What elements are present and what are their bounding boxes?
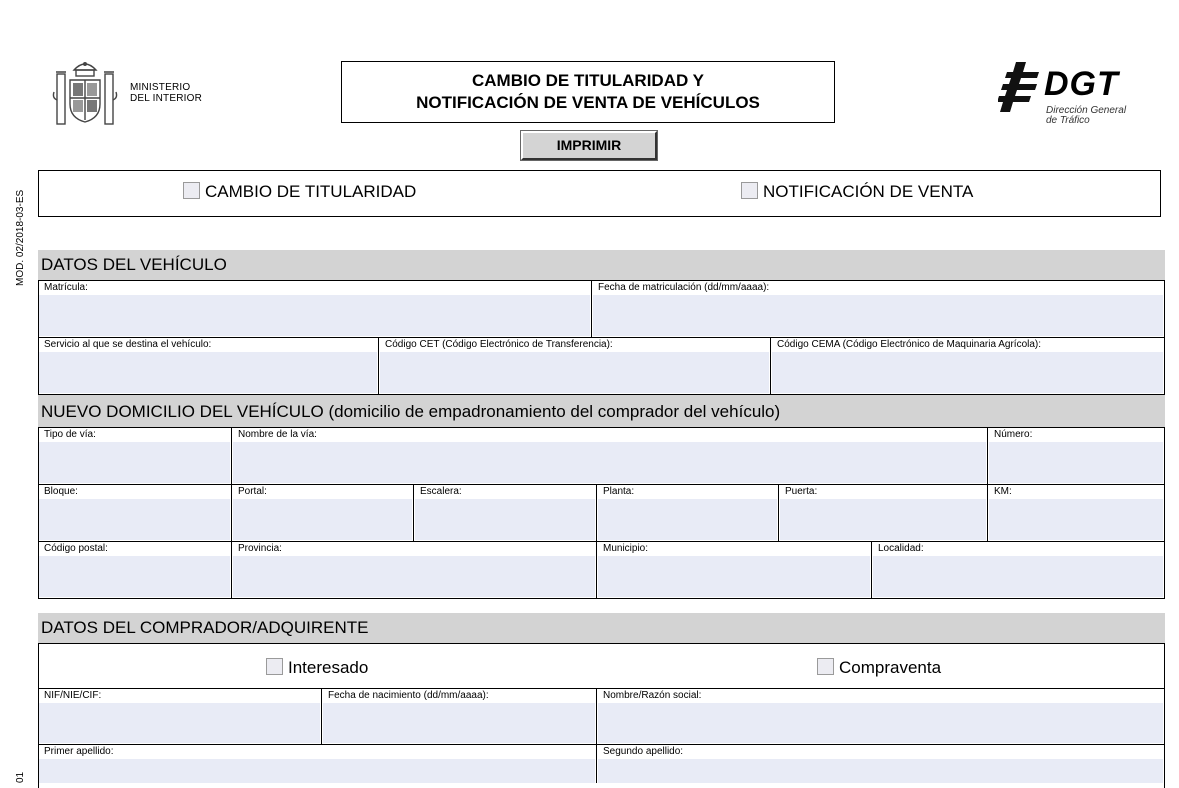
compraventa-label: Compraventa xyxy=(839,658,942,677)
nif-field xyxy=(38,689,322,745)
servicio-field xyxy=(38,338,379,395)
segundo-apellido-label: Segundo apellido: xyxy=(603,746,684,757)
puerta-label: Puerta: xyxy=(785,486,818,497)
escalera-label: Escalera: xyxy=(420,486,462,497)
ministry-line-2: DEL INTERIOR xyxy=(130,93,203,104)
option-interesado[interactable] xyxy=(266,658,368,678)
portal-label: Portal: xyxy=(238,486,267,497)
fecha-nacimiento-label: Fecha de nacimiento (dd/mm/aaaa): xyxy=(328,690,489,701)
matricula-label: Matrícula: xyxy=(44,282,88,293)
option-notificacion-venta[interactable] xyxy=(741,182,973,202)
numero-input[interactable] xyxy=(989,442,1163,483)
cet-label: Código CET (Código Electrónico de Transferencia): xyxy=(385,339,613,350)
nif-label: NIF/NIE/CIF: xyxy=(44,690,102,701)
ministry-name xyxy=(130,82,202,104)
codigo-postal-label: Código postal: xyxy=(44,543,108,554)
municipio-input[interactable] xyxy=(598,556,870,597)
dgt-logo-mark xyxy=(998,60,1048,112)
coat-of-arms-logo xyxy=(52,58,118,128)
dgt-logo-text: DGT xyxy=(1044,65,1119,103)
fecha-matriculacion-field xyxy=(592,281,1165,338)
cet-field xyxy=(379,338,771,395)
cema-input[interactable] xyxy=(772,352,1163,393)
codigo-postal-field xyxy=(38,542,232,599)
puerta-field xyxy=(779,485,988,542)
title-line-1: CAMBIO DE TITULARIDAD Y xyxy=(471,71,704,90)
title-line-2: NOTIFICACIÓN DE VENTA DE VEHÍCULOS xyxy=(416,93,760,112)
compraventa-checkbox[interactable] xyxy=(817,658,834,675)
nif-input[interactable] xyxy=(39,703,320,743)
form-title xyxy=(341,61,835,123)
address-section-title: NUEVO DOMICILIO DEL VEHÍCULO (domicilio de empadronamiento del comprador del vehículo) xyxy=(38,395,1165,428)
codigo-postal-input[interactable] xyxy=(39,556,230,597)
fecha-nacimiento-field xyxy=(322,689,597,745)
numero-label: Número: xyxy=(994,429,1033,440)
matricula-input[interactable] xyxy=(39,295,590,336)
nombre-via-input[interactable] xyxy=(233,442,986,483)
bloque-input[interactable] xyxy=(39,499,230,540)
dgt-sub-line-2: de Tráfico xyxy=(1046,115,1090,126)
cema-label: Código CEMA (Código Electrónico de Maquinaria Agrícola): xyxy=(777,339,1042,350)
primer-apellido-input[interactable] xyxy=(39,759,595,783)
nombre-via-label: Nombre de la vía: xyxy=(238,429,317,440)
interesado-checkbox[interactable] xyxy=(266,658,283,675)
planta-field xyxy=(597,485,779,542)
cambio-titularidad-checkbox[interactable] xyxy=(183,182,200,199)
portal-field xyxy=(232,485,414,542)
notificacion-venta-checkbox[interactable] xyxy=(741,182,758,199)
localidad-label: Localidad: xyxy=(878,543,924,554)
localidad-field xyxy=(872,542,1165,599)
option-cambio-titularidad[interactable] xyxy=(183,182,416,202)
tipo-via-label: Tipo de vía: xyxy=(44,429,96,440)
nombre-field xyxy=(597,689,1165,745)
escalera-field xyxy=(414,485,597,542)
servicio-input[interactable] xyxy=(39,352,377,393)
fecha-matriculacion-label: Fecha de matriculación (dd/mm/aaaa): xyxy=(598,282,770,293)
primer-apellido-field xyxy=(38,745,597,783)
cet-input[interactable] xyxy=(380,352,769,393)
puerta-input[interactable] xyxy=(780,499,986,540)
fecha-matriculacion-input[interactable] xyxy=(593,295,1163,336)
matricula-field xyxy=(38,281,592,338)
form-model-code-bottom: 01 xyxy=(15,771,26,783)
vehicle-section-title: DATOS DEL VEHÍCULO xyxy=(38,250,1165,281)
km-input[interactable] xyxy=(989,499,1163,540)
planta-input[interactable] xyxy=(598,499,777,540)
escalera-input[interactable] xyxy=(415,499,595,540)
buyer-section-title: DATOS DEL COMPRADOR/ADQUIRENTE xyxy=(38,613,1165,644)
form-model-code: MOD. 02/2018-03-ES xyxy=(15,189,26,286)
tipo-via-input[interactable] xyxy=(39,442,230,483)
localidad-input[interactable] xyxy=(873,556,1163,597)
nombre-input[interactable] xyxy=(598,703,1163,743)
nombre-via-field xyxy=(232,428,988,485)
planta-label: Planta: xyxy=(603,486,635,497)
servicio-label: Servicio al que se destina el vehículo: xyxy=(44,339,212,350)
fecha-nacimiento-input[interactable] xyxy=(323,703,595,743)
km-field xyxy=(988,485,1165,542)
segundo-apellido-field xyxy=(597,745,1165,783)
nombre-label: Nombre/Razón social: xyxy=(603,690,702,701)
interesado-label: Interesado xyxy=(288,658,369,677)
primer-apellido-label: Primer apellido: xyxy=(44,746,114,757)
municipio-field xyxy=(597,542,872,599)
bloque-label: Bloque: xyxy=(44,486,78,497)
cambio-titularidad-label: CAMBIO DE TITULARIDAD xyxy=(205,182,417,201)
dgt-subtitle xyxy=(1046,106,1126,126)
numero-field xyxy=(988,428,1165,485)
tipo-via-field xyxy=(38,428,232,485)
option-compraventa[interactable] xyxy=(817,658,941,678)
ministry-line-1: MINISTERIO xyxy=(130,82,191,93)
provincia-label: Provincia: xyxy=(238,543,282,554)
provincia-field xyxy=(232,542,597,599)
km-label: KM: xyxy=(994,486,1012,497)
print-button[interactable]: IMPRIMIR xyxy=(521,131,657,160)
cema-field xyxy=(771,338,1165,395)
segundo-apellido-input[interactable] xyxy=(598,759,1163,783)
notificacion-venta-label: NOTIFICACIÓN DE VENTA xyxy=(763,182,974,201)
provincia-input[interactable] xyxy=(233,556,595,597)
dgt-sub-line-1: Dirección General xyxy=(1046,105,1127,116)
bloque-field xyxy=(38,485,232,542)
portal-input[interactable] xyxy=(233,499,412,540)
municipio-label: Municipio: xyxy=(603,543,649,554)
